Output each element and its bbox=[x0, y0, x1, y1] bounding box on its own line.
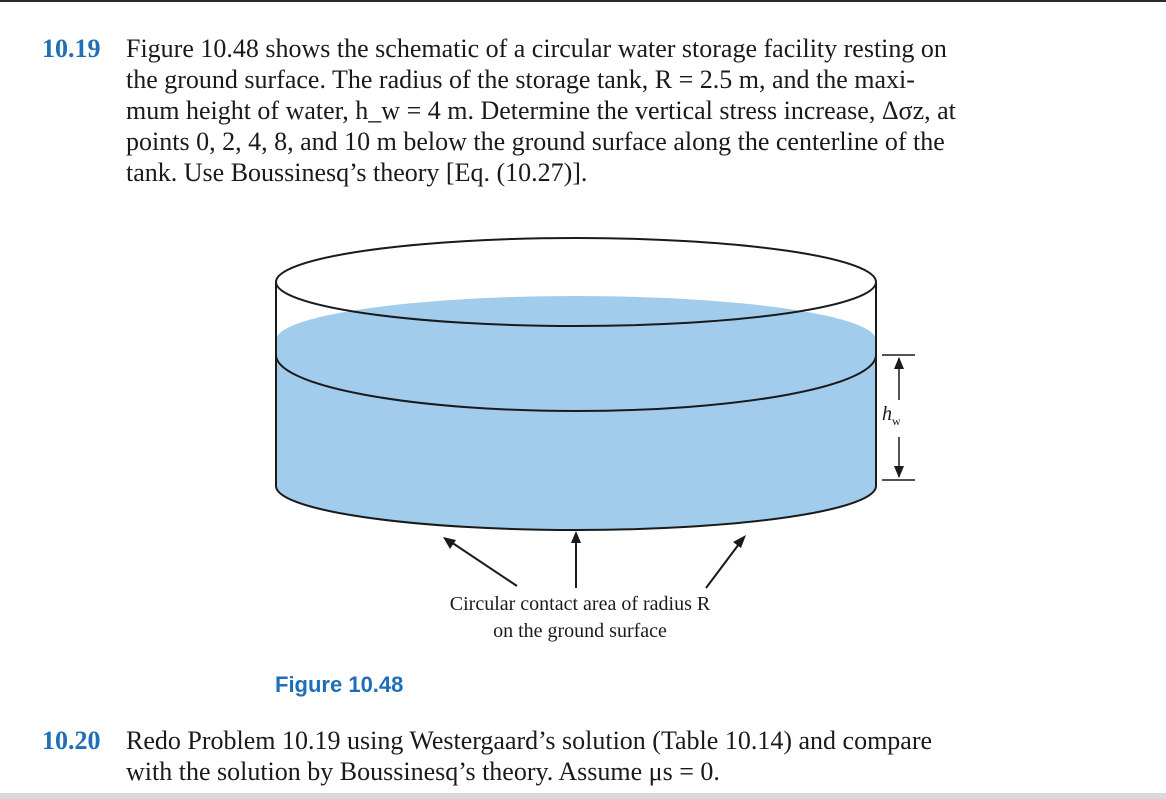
problem-number: 10.20 bbox=[42, 726, 101, 755]
problem-line: Figure 10.48 shows the schematic of a circular water storage facility resting on bbox=[126, 34, 947, 63]
problem-line: tank. Use Boussinesq’s theory [Eq. (10.27)]. bbox=[126, 158, 588, 187]
problem-number: 10.19 bbox=[42, 34, 101, 63]
height-label-sub: w bbox=[892, 414, 901, 428]
dimension-arrow-up-icon bbox=[894, 357, 904, 369]
pointer-right-arrow-icon bbox=[733, 535, 746, 548]
water-fill bbox=[276, 296, 876, 530]
bottom-border bbox=[0, 793, 1166, 799]
problem-line: with the solution by Boussinesq’s theory. Assume μs = 0. bbox=[126, 757, 720, 786]
problem-line: the ground surface. The radius of the storage tank, R = 2.5 m, and the maxi- bbox=[126, 65, 915, 94]
problem-line: points 0, 2, 4, 8, and 10 m below the ground surface along the centerline of the bbox=[126, 127, 945, 156]
pointer-left-line bbox=[448, 540, 517, 586]
tank-figure bbox=[240, 225, 940, 595]
dimension-arrow-down-icon bbox=[894, 466, 904, 478]
problem-line: mum height of water, h_w = 4 m. Determine the vertical stress increase, Δσz, at bbox=[126, 96, 956, 125]
height-label-main: h bbox=[882, 403, 892, 425]
problem-text bbox=[126, 33, 1076, 188]
problem-line: Redo Problem 10.19 using Westergaard’s solution (Table 10.14) and compare bbox=[126, 726, 933, 755]
figure-annotation-line1: Circular contact area of radius R bbox=[449, 593, 711, 615]
problem-10-20 bbox=[42, 725, 1082, 787]
pointer-center-arrow-icon bbox=[571, 531, 581, 543]
problem-text bbox=[126, 725, 1076, 787]
height-label bbox=[882, 403, 901, 429]
figure-caption: Figure 10.48 bbox=[275, 672, 404, 697]
pointer-right-line bbox=[706, 540, 742, 588]
figure-annotation-line2: on the ground surface bbox=[493, 620, 667, 642]
problem-10-19 bbox=[42, 33, 1082, 188]
top-border bbox=[0, 0, 1166, 2]
